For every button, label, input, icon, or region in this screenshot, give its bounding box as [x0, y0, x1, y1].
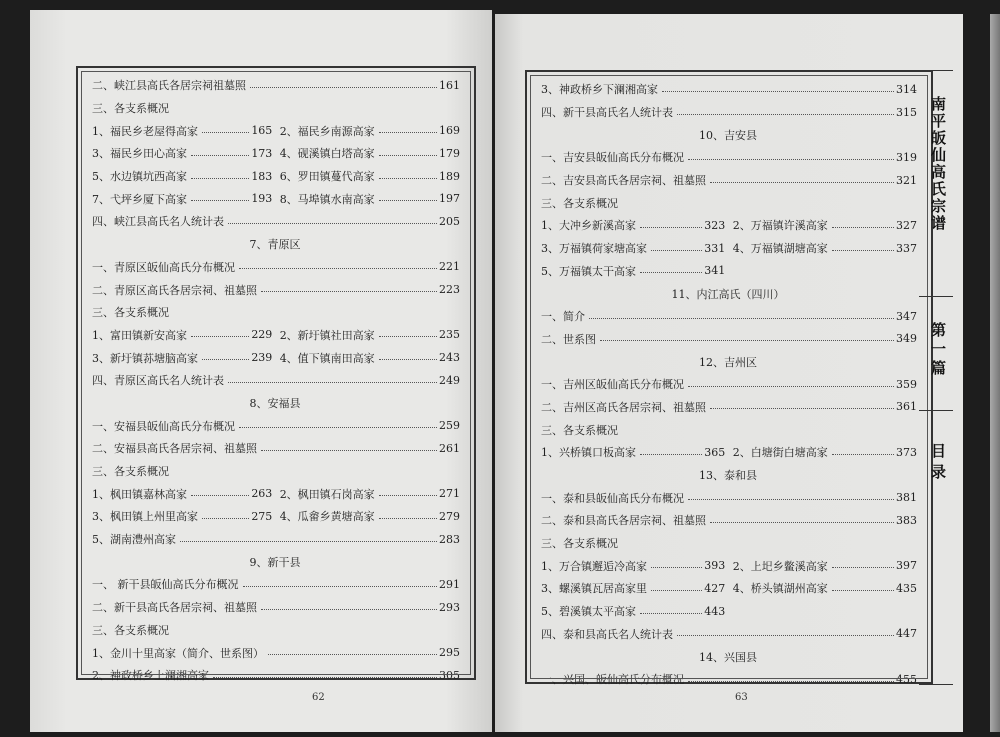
- toc-entry-pair: [92, 482, 460, 505]
- leader-dots: [239, 427, 437, 428]
- toc-entry-page: 361: [896, 400, 917, 414]
- toc-entry-text: 3、神政桥乡下澜湘高家: [541, 83, 658, 97]
- toc-entry: [92, 664, 460, 687]
- toc-entry-page: 443: [704, 604, 726, 618]
- toc-entry: [541, 78, 917, 101]
- toc-entry: [733, 558, 917, 574]
- toc-entry-page: 295: [439, 646, 460, 660]
- toc-entry: [92, 145, 272, 161]
- toc-entry: [541, 217, 725, 233]
- toc-entry-text: 4、万福镇湖塘高家: [732, 242, 828, 256]
- toc-heading-text: 12、吉州区: [699, 355, 757, 369]
- leader-dots: [180, 541, 437, 542]
- toc-entry-text: 1、兴桥镇口板高家: [541, 446, 636, 460]
- toc-entry: [92, 528, 460, 551]
- leader-dots: [379, 155, 437, 156]
- toc-entry: [541, 396, 917, 419]
- leader-dots: [662, 91, 894, 92]
- toc-heading-text: 11、内江高氏（四川）: [671, 287, 785, 301]
- leader-dots: [261, 609, 437, 610]
- toc-entry-text: 3、新圩镇荪塘脑高家: [92, 351, 198, 365]
- toc-heading-text: 三、各支系概况: [541, 196, 618, 210]
- sidebar-rule: [919, 410, 953, 411]
- toc-entry-text: 2、神政桥乡上澜湘高家: [92, 669, 209, 683]
- toc-entry-text: 2、福民乡南源高家: [279, 124, 375, 138]
- toc-entry-text: 8、马埠镇水南高家: [279, 192, 375, 206]
- toc-entry-page: 341: [704, 264, 726, 278]
- leader-dots: [191, 336, 249, 337]
- toc-entry-page: 165: [251, 124, 273, 138]
- toc-section-heading: [541, 464, 917, 487]
- leader-dots: [640, 272, 702, 273]
- toc-entry-text: 一、 新干县皈仙高氏分布概况: [92, 578, 239, 592]
- toc-entry: [92, 350, 272, 366]
- toc-entry-text: 一、泰和县皈仙高氏分布概况: [541, 491, 684, 505]
- toc-entry-page: 447: [896, 627, 917, 641]
- toc-entry: [92, 641, 460, 664]
- toc-entry-page: 283: [439, 532, 460, 546]
- toc-subheading: [541, 532, 917, 555]
- toc-entry: [541, 623, 917, 646]
- toc-entry-text: 2、新圩镇社田高家: [279, 328, 375, 342]
- leader-dots: [379, 495, 437, 496]
- toc-entry: [92, 486, 272, 502]
- toc-entry-text: 4、值下镇南田高家: [279, 351, 375, 365]
- toc-entry: [280, 486, 460, 502]
- leader-dots: [379, 359, 437, 360]
- toc-section-heading: [541, 123, 917, 146]
- toc-entry-text: 二、泰和县高氏各居宗祠、祖墓照: [541, 514, 706, 528]
- leader-dots: [379, 336, 437, 337]
- toc-entry-text: 二、青原区高氏各居宗祠、祖墓照: [92, 283, 257, 297]
- leader-dots: [651, 567, 702, 568]
- sidebar-rule-top: [919, 70, 953, 71]
- toc-entry-pair: [541, 441, 917, 464]
- toc-heading-text: 三、各支系概况: [92, 306, 169, 320]
- toc-entry-page: 321: [896, 173, 917, 187]
- toc-entry-page: 261: [439, 441, 460, 455]
- toc-entry-pair: [541, 554, 917, 577]
- toc-entry: [92, 123, 272, 139]
- toc-entry: [541, 240, 725, 256]
- toc-entry-text: 1、枫田镇嘉林高家: [92, 487, 187, 501]
- sidebar-rule-bottom: [919, 684, 953, 685]
- toc-entry-text: 2、枫田镇石岗高家: [279, 487, 375, 501]
- leader-dots: [688, 499, 894, 500]
- leader-dots: [239, 268, 437, 269]
- toc-entry-page: 271: [439, 487, 460, 501]
- toc-entry: [92, 596, 460, 619]
- right-page: [495, 14, 963, 732]
- leader-dots: [202, 518, 249, 519]
- toc-entry-page: 327: [896, 218, 917, 232]
- toc-entry-page: 435: [896, 581, 917, 595]
- toc-entry-pair: [92, 324, 460, 347]
- leader-dots: [268, 654, 437, 655]
- toc-heading-text: 8、安福县: [249, 396, 301, 410]
- toc-entry: [733, 217, 917, 233]
- toc-entry: [92, 369, 460, 392]
- leader-dots: [688, 681, 894, 682]
- toc-entry-pair: [92, 142, 460, 165]
- toc-entry: [541, 509, 917, 532]
- toc-heading-text: 三、各支系概况: [92, 102, 169, 116]
- leader-dots: [250, 87, 437, 88]
- toc-entry-page: 291: [439, 577, 460, 591]
- toc-entry-text: 2、上圯乡鳖溪高家: [732, 559, 828, 573]
- toc-entry-text: 2、白塘街白塘高家: [732, 446, 828, 460]
- toc-section-heading: [92, 233, 460, 256]
- toc-entry-page: 235: [439, 328, 460, 342]
- toc-entry-page: 169: [439, 124, 460, 138]
- toc-entry: [92, 168, 272, 184]
- leader-dots: [640, 227, 702, 228]
- toc-entry-text: 1、金川十里高家（简介、世系图）: [92, 646, 264, 660]
- toc-entry-page: 263: [251, 487, 273, 501]
- toc-entry: [541, 328, 917, 351]
- toc-entry: [92, 573, 460, 596]
- toc-entry: [733, 444, 917, 460]
- leader-dots: [191, 200, 249, 201]
- toc-entry-text: 四、新干县高氏名人统计表: [541, 106, 673, 120]
- toc-entry: [541, 444, 725, 460]
- toc-entry-page: 331: [704, 241, 726, 255]
- toc-entry: [733, 580, 917, 596]
- leader-dots: [228, 223, 437, 224]
- toc-entry-page: 239: [251, 351, 273, 365]
- toc-heading-text: 三、各支系概况: [92, 623, 169, 637]
- leader-dots: [677, 635, 894, 636]
- toc-entry-text: 5、碧溪镇太平高家: [541, 605, 636, 619]
- toc-entry-page: 393: [704, 559, 726, 573]
- left-toc: [92, 74, 460, 687]
- toc-entry-text: 2、万福镇许溪高家: [732, 219, 828, 233]
- toc-entry-pair: [92, 187, 460, 210]
- toc-entry-page: 243: [439, 351, 460, 365]
- toc-entry-text: 二、吉安县高氏各居宗祠、祖墓照: [541, 174, 706, 188]
- toc-entry-page: 161: [439, 78, 460, 92]
- toc-entry: [92, 414, 460, 437]
- toc-entry-page: 223: [439, 283, 460, 297]
- toc-subheading: [92, 619, 460, 642]
- toc-entry-text: 5、湖南澧州高家: [92, 533, 176, 547]
- toc-entry: [541, 146, 917, 169]
- section-label: 目录: [929, 443, 947, 485]
- toc-entry-text: 二、吉州区高氏各居宗祠、祖墓照: [541, 400, 706, 414]
- leader-dots: [191, 155, 249, 156]
- toc-entry-text: 3、枫田镇上州里高家: [92, 510, 198, 524]
- leader-dots: [688, 386, 894, 387]
- toc-entry-page: 179: [439, 146, 460, 160]
- toc-entry: [92, 437, 460, 460]
- toc-entry-page: 249: [439, 373, 460, 387]
- toc-entry-pair: [541, 214, 917, 237]
- toc-entry-text: 一、简介: [541, 310, 585, 324]
- toc-section-heading: [541, 645, 917, 668]
- toc-entry-text: 一、青原区皈仙高氏分布概况: [92, 260, 235, 274]
- toc-entry-pair: [541, 577, 917, 600]
- toc-entry-page: 205: [439, 214, 460, 228]
- toc-entry-page: 383: [896, 513, 917, 527]
- toc-entry: [92, 74, 460, 97]
- toc-entry: [541, 373, 917, 396]
- toc-entry-text: 一、安福县皈仙高氏分布概况: [92, 419, 235, 433]
- toc-entry-text: 一、吉安县皈仙高氏分布概况: [541, 151, 684, 165]
- toc-entry: [541, 260, 917, 283]
- toc-section-heading: [92, 550, 460, 573]
- toc-entry-text: 5、水边镇坑西高家: [92, 170, 187, 184]
- toc-entry: [280, 350, 460, 366]
- leader-dots: [832, 227, 894, 228]
- toc-entry: [280, 508, 460, 524]
- toc-entry-page: 183: [251, 169, 273, 183]
- toc-entry-text: 二、安福县高氏各居宗祠、祖墓照: [92, 442, 257, 456]
- toc-entry-text: 一、吉州区皈仙高氏分布概况: [541, 378, 684, 392]
- toc-entry-page: 373: [896, 445, 917, 459]
- leader-dots: [261, 450, 437, 451]
- toc-entry-text: 1、福民乡老屋得高家: [92, 124, 198, 138]
- leader-dots: [832, 590, 894, 591]
- leader-dots: [832, 250, 894, 251]
- left-page-number: 62: [312, 692, 325, 703]
- toc-entry: [541, 263, 725, 279]
- toc-entry-pair: [92, 165, 460, 188]
- leader-dots: [677, 114, 894, 115]
- leader-dots: [379, 132, 437, 133]
- left-page: [30, 10, 492, 732]
- toc-entry: [92, 327, 272, 343]
- toc-entry: [92, 256, 460, 279]
- toc-entry: [541, 305, 917, 328]
- toc-entry: [541, 580, 725, 596]
- leader-dots: [243, 586, 438, 587]
- toc-entry-page: 347: [896, 309, 917, 323]
- toc-entry-text: 1、万合镇邂逅冷高家: [541, 559, 647, 573]
- toc-entry-text: 7、弋坪乡厦下高家: [92, 192, 187, 206]
- toc-entry: [280, 191, 460, 207]
- leader-dots: [651, 250, 702, 251]
- toc-entry: [541, 101, 917, 124]
- toc-entry-text: 四、泰和县高氏名人统计表: [541, 627, 673, 641]
- toc-entry-text: 二、峡江县高氏各居宗祠祖墓照: [92, 79, 246, 93]
- toc-entry-text: 6、罗田镇蔓代高家: [279, 170, 375, 184]
- toc-entry-page: 229: [251, 328, 273, 342]
- toc-entry-page: 197: [439, 192, 460, 206]
- leader-dots: [600, 340, 894, 341]
- toc-entry: [541, 600, 917, 623]
- toc-entry-text: 3、螺溪镇瓦居高家里: [541, 582, 647, 596]
- book-title: 南平皈仙高氏宗谱: [929, 96, 947, 232]
- toc-entry-page: 259: [439, 419, 460, 433]
- leader-dots: [589, 318, 894, 319]
- right-page-number: 63: [735, 692, 748, 703]
- toc-entry-text: 四、峡江县高氏名人统计表: [92, 215, 224, 229]
- leader-dots: [379, 518, 437, 519]
- toc-heading-text: 13、泰和县: [699, 469, 757, 483]
- leader-dots: [228, 382, 437, 383]
- toc-entry-page: 349: [896, 332, 917, 346]
- leader-dots: [261, 291, 437, 292]
- toc-entry: [280, 145, 460, 161]
- book-edge: [990, 14, 1000, 732]
- toc-entry: [280, 168, 460, 184]
- leader-dots: [379, 178, 437, 179]
- toc-entry-page: 314: [896, 82, 917, 96]
- toc-entry-page: 381: [896, 491, 917, 505]
- toc-heading-text: 7、青原区: [249, 238, 301, 252]
- toc-entry: [92, 508, 272, 524]
- toc-entry-page: 193: [251, 192, 273, 206]
- toc-subheading: [92, 460, 460, 483]
- toc-entry: [92, 210, 460, 233]
- toc-entry-pair: [92, 346, 460, 369]
- toc-entry-text: 4、砚溪镇白塔高家: [279, 147, 375, 161]
- leader-dots: [202, 359, 249, 360]
- toc-entry-text: 3、福民乡田心高家: [92, 147, 187, 161]
- toc-subheading: [541, 191, 917, 214]
- leader-dots: [832, 454, 894, 455]
- toc-heading-text: 9、新干县: [249, 555, 301, 569]
- leader-dots: [640, 613, 702, 614]
- toc-entry-pair: [92, 505, 460, 528]
- toc-subheading: [92, 301, 460, 324]
- toc-heading-text: 三、各支系概况: [92, 465, 169, 479]
- toc-heading-text: 10、吉安县: [699, 128, 757, 142]
- toc-section-heading: [541, 350, 917, 373]
- toc-entry-page: 293: [439, 600, 460, 614]
- left-page-frame: [76, 66, 476, 683]
- right-toc: [541, 78, 917, 691]
- toc-entry-page: 279: [439, 509, 460, 523]
- toc-entry-text: 4、桥头镇湖州高家: [732, 582, 828, 596]
- right-page-frame: [525, 70, 933, 687]
- toc-entry-page: 221: [439, 260, 460, 274]
- leader-dots: [651, 590, 702, 591]
- toc-entry: [280, 327, 460, 343]
- leader-dots: [832, 567, 894, 568]
- toc-entry-pair: [541, 237, 917, 260]
- toc-entry: [733, 240, 917, 256]
- toc-entry-text: 1、大冲乡新溪高家: [541, 219, 636, 233]
- leader-dots: [710, 522, 894, 523]
- toc-entry-text: 4、瓜畲乡黄塘高家: [279, 510, 375, 524]
- toc-entry-page: 365: [704, 445, 726, 459]
- toc-entry-page: 455: [896, 672, 917, 686]
- toc-entry-page: 427: [704, 581, 726, 595]
- toc-entry: [92, 278, 460, 301]
- toc-entry: [541, 169, 917, 192]
- sidebar-rule: [919, 296, 953, 297]
- leader-dots: [710, 182, 894, 183]
- toc-entry-page: 189: [439, 169, 460, 183]
- toc-entry-page: 305: [439, 668, 460, 682]
- leader-dots: [710, 408, 894, 409]
- toc-entry: [92, 191, 272, 207]
- toc-section-heading: [92, 392, 460, 415]
- leader-dots: [202, 132, 249, 133]
- leader-dots: [379, 200, 437, 201]
- toc-entry-text: 二、世系图: [541, 332, 596, 346]
- toc-entry-page: 397: [896, 559, 917, 573]
- leader-dots: [688, 159, 894, 160]
- toc-entry-pair: [92, 119, 460, 142]
- leader-dots: [191, 178, 249, 179]
- toc-entry-page: 275: [251, 509, 273, 523]
- toc-entry-text: 一、兴国、皈仙高氏分布概况: [541, 673, 684, 687]
- toc-entry-page: 315: [896, 105, 917, 119]
- toc-entry-text: 3、万福镇荷家塘高家: [541, 242, 647, 256]
- toc-subheading: [541, 418, 917, 441]
- toc-section-heading: [541, 282, 917, 305]
- toc-entry: [541, 558, 725, 574]
- toc-entry-page: 337: [896, 241, 917, 255]
- part-label: 第一篇: [929, 321, 947, 379]
- leader-dots: [191, 495, 249, 496]
- toc-subheading: [92, 97, 460, 120]
- toc-entry: [541, 668, 917, 691]
- toc-entry-text: 四、青原区高氏名人统计表: [92, 374, 224, 388]
- leader-dots: [213, 677, 437, 678]
- toc-entry: [280, 123, 460, 139]
- toc-heading-text: 三、各支系概况: [541, 423, 618, 437]
- toc-heading-text: 14、兴国县: [699, 650, 757, 664]
- leader-dots: [640, 454, 702, 455]
- toc-entry: [541, 486, 917, 509]
- toc-entry-text: 1、富田镇新安高家: [92, 328, 187, 342]
- toc-entry: [541, 603, 725, 619]
- toc-entry-page: 359: [896, 377, 917, 391]
- toc-heading-text: 三、各支系概况: [541, 537, 618, 551]
- toc-entry-page: 323: [704, 218, 726, 232]
- toc-entry-page: 173: [251, 146, 273, 160]
- toc-entry-text: 5、万福镇太干高家: [541, 264, 636, 278]
- toc-entry-text: 二、新干县高氏各居宗祠、祖墓照: [92, 601, 257, 615]
- toc-entry-page: 319: [896, 150, 917, 164]
